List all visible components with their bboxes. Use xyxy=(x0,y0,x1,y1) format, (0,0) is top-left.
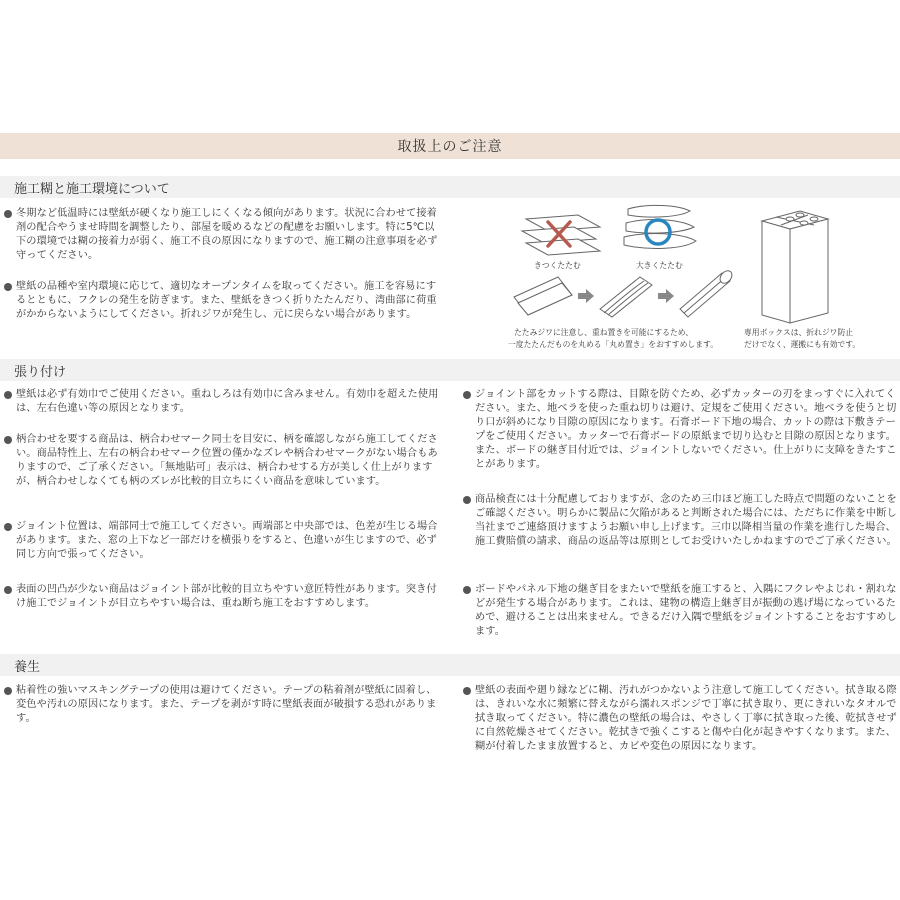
caption-box-line-2: だけでなく、運搬にも有効です。 xyxy=(744,340,861,349)
list-item: 壁紙は必ず有効巾でご使用ください。重ねしろは有効巾に含みません。有効巾を超えた使用は、左右色違い等の原因となります。 xyxy=(4,388,440,416)
label-loose-fold: 大きくたたむ xyxy=(636,261,683,270)
rolled-wallpaper-icon xyxy=(680,268,734,317)
arrow-icon xyxy=(658,289,674,303)
caption-box-line-1: 専用ボックスは、折れジワ防止 xyxy=(744,328,854,337)
caption-fold-line-1: たたみジワに注意し、重ね置きを可能にするため、 xyxy=(514,328,694,337)
list-item: 壁紙の表面や廻り縁などに糊、汚れがつかないよう注意して施工してください。拭き取る際は、きれいな水に頻繁に替えながら濡れスポンジで丁寧に拭き取り、更にきれいなタオルで拭き取ってください。特に濃色の壁紙の場合は、やさしく丁寧に拭き取った後、乾拭きせずに自然乾燥させてください。乾拭きで強くこすると傷や白化が起きやすくなります。また、糊が付着したまま放置すると、カビや変色の原因になります。 xyxy=(463,684,897,754)
bullet-icon xyxy=(463,496,471,504)
folded-roll-step-2-icon xyxy=(600,277,652,317)
bullet-icon xyxy=(463,391,471,399)
loose-fold-icon xyxy=(624,205,696,248)
bullet-icon xyxy=(4,523,12,531)
section-heading-glue-environment: 施工糊と施工環境について xyxy=(0,176,900,198)
folding-diagram xyxy=(508,197,888,357)
bullet-icon xyxy=(4,436,12,444)
list-item: 壁紙の品種や室内環境に応じて、適切なオープンタイムを取ってください。施工を容易にするとともに、フクレの発生を防ぎます。また、壁紙をきつく折りたたんだり、湾曲部に荷重がかからないようにしてください。折れジワが発生し、元に戻らない場合があります。 xyxy=(4,280,440,322)
folding-illustration xyxy=(508,197,888,357)
label-tight-fold: きつくたたむ xyxy=(534,261,581,270)
list-item: 商品検査には十分配慮しておりますが、念のため三巾ほど施工した時点で問題のないことをご確認ください。明らかに製品に欠陥があると判断された場合には、ただちに作業を中断し当社までご連絡頂けますようお願い申し上げます。三巾以降相当量の作業を進行した場合、施工費賠償の請求、商品の返品等は原則としてお受けいたしかねますのでご了承ください。 xyxy=(463,493,897,549)
bullet-icon xyxy=(4,586,12,594)
list-item: 表面の凹凸が少ない商品はジョイント部が比較的目立ちやすい意匠特性があります。突き付け施工でジョイントが目立ちやすい場合は、重ね断ち施工をおすすめします。 xyxy=(4,583,440,611)
list-item: 粘着性の強いマスキングテープの使用は避けてください。テープの粘着剤が壁紙に固着し、変色や汚れの原因になります。また、テープを剥がす時に壁紙表面が破損する恐れがあります。 xyxy=(4,684,440,726)
folded-roll-step-1-icon xyxy=(514,277,572,315)
storage-box-icon xyxy=(762,211,828,323)
bullet-icon xyxy=(4,687,12,695)
list-item: ボードやパネル下地の継ぎ目をまたいで壁紙を施工すると、入隅にフクレやよじれ・割れなどが発生する場合があります。これは、建物の構造上継ぎ目が振動の逃げ場になっているためで、避けることは出来ません。できるだけ入隅で壁紙をジョイントすることをおすすめします。 xyxy=(463,583,897,639)
section-heading-hanging: 張り付け xyxy=(0,359,900,381)
list-item: ジョイント部をカットする際は、目隙を防ぐため、必ずカッターの刃をまっすぐに入れてください。また、地ベラを使った重ね切りは避け、定規をご使用ください。地ベラを使うと切り口が斜めになり目隙の原因になります。石膏ボード下地の場合、カットの際は下敷きテープをご使用ください。カッターで石膏ボードの原紙まで切り込むと目隙の原因となります。また、ボードの継ぎ目付近では、ジョイントしないでください。仕上がりに支障をきたすことがあります。 xyxy=(463,388,897,472)
bullet-icon xyxy=(4,210,12,218)
list-item: ジョイント位置は、端部同士で施工してください。両端部と中央部では、色差が生じる場合があります。また、窓の上下など一部だけを横張りをすると、色違いが生じますので、必ず同じ方向で張ってください。 xyxy=(4,520,440,562)
arrow-icon xyxy=(578,289,594,303)
bullet-icon xyxy=(4,283,12,291)
page-title: 取扱上のご注意 xyxy=(0,133,900,159)
caption-fold-line-2: 一度たたんだものを丸める「丸め置き」をおすすめします。 xyxy=(508,340,718,349)
bullet-icon xyxy=(463,687,471,695)
list-item: 柄合わせを要する商品は、柄合わせマーク同士を目安に、柄を確認しながら施工してください。商品特性上、左右の柄合わせマーク位置の僅かなズレや柄合わせマークがない場合もありますので、ご了承ください。「無地貼可」表示は、柄合わせする方が美しく仕上がりますが、柄合わせしなくても柄のズレが比較的目立ちにくい商品を意味しています。 xyxy=(4,433,440,489)
section-heading-protection: 養生 xyxy=(0,654,900,676)
list-item: 冬期など低温時には壁紙が硬くなり施工しにくくなる傾向があります。状況に合わせて接着剤の配合やうませ時間を調整したり、部屋を暖めるなどの配慮をお願いします。特に5℃以下の環境では糊の接着力が弱く、施工不良の原因になりますので、施工糊の注意事項を必ず守ってください。 xyxy=(4,207,440,263)
bullet-icon xyxy=(4,391,12,399)
bullet-icon xyxy=(463,586,471,594)
